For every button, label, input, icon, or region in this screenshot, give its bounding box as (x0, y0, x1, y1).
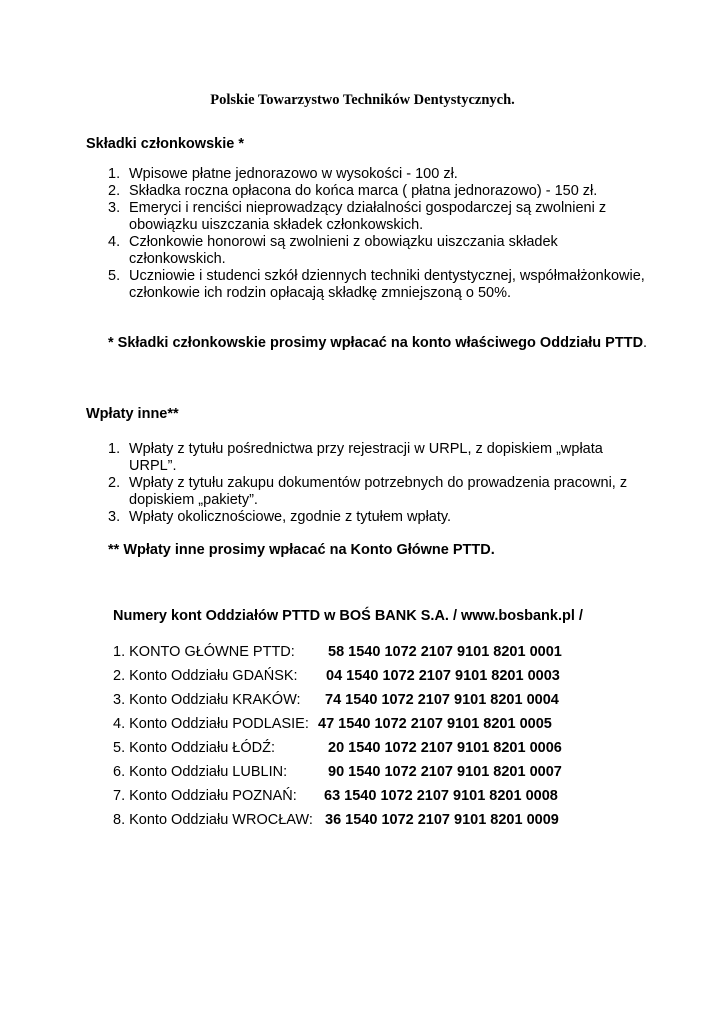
membership-fees-list (108, 166, 648, 302)
other-payments-note: ** Wpłaty inne prosimy wpłacać na Konto Główne PTTD. (108, 542, 495, 558)
list-item-text: Składka roczna opłacona do końca marca ( płatna jednorazowo) - 150 zł. (129, 183, 598, 199)
list-item: 4. Członkowie honorowi są zwolnieni z obowiązku uiszczania składek członkowskich. (108, 234, 558, 267)
list-item: 1. Wpłaty z tytułu pośrednictwa przy rejestracji w URPL, z dopiskiem „wpłata URPL”. (108, 441, 603, 474)
list-item-text: Emeryci i renciści nieprowadzący działalności gospodarczej są zwolnieni z obowiązku uiszczania składek członkowskich. (129, 200, 607, 233)
list-item: 2. Wpłaty z tytułu zakupu dokumentów potrzebnych do prowadzenia pracowni, z dopiskiem „pakiety”. (108, 475, 628, 508)
other-payments-list (108, 441, 648, 526)
account-number: 58 1540 1072 2107 9101 8201 0001 (328, 644, 562, 660)
membership-fees-note: * Składki członkowskie prosimy wpłacać na konto właściwego Oddziału PTTD. (108, 335, 648, 351)
account-label: 4. Konto Oddziału PODLASIE: (113, 716, 309, 732)
account-label: 5. Konto Oddziału ŁÓDŹ: (113, 740, 275, 756)
list-item-text: Uczniowie i studenci szkół dziennych techniki dentystycznej, współmałżonkowie, członkowie ich rodzin opłacają składkę zmniejszoną o 50%. (129, 268, 645, 301)
account-number: 04 1540 1072 2107 9101 8201 0003 (326, 668, 560, 684)
list-item-text: Wpisowe płatne jednorazowo w wysokości - 100 zł. (129, 166, 458, 182)
other-payments-heading: Wpłaty inne** (86, 406, 179, 422)
membership-fees-heading: Składki członkowskie * (86, 136, 244, 152)
account-number: 47 1540 1072 2107 9101 8201 0005 (318, 716, 552, 732)
list-item: 5. Uczniowie i studenci szkół dziennych techniki dentystycznej, współmałżonkowie, członkowie ich rodzin opłacają składkę zmniejszoną o 50%. (108, 268, 645, 301)
list-item-text: Wpłaty okolicznościowe, zgodnie z tytułem wpłaty. (129, 509, 452, 525)
account-number: 74 1540 1072 2107 9101 8201 0004 (325, 692, 559, 708)
list-item: 2. Składka roczna opłacona do końca marca ( płatna jednorazowo) - 150 zł. (108, 183, 598, 199)
account-number: 63 1540 1072 2107 9101 8201 0008 (324, 788, 558, 804)
account-label: 3. Konto Oddziału KRAKÓW: (113, 692, 301, 708)
account-number: 36 1540 1072 2107 9101 8201 0009 (325, 812, 559, 828)
list-item: 1. Wpisowe płatne jednorazowo w wysokości - 100 zł. (108, 166, 458, 182)
account-label: 8. Konto Oddziału WROCŁAW: (113, 812, 313, 828)
list-item-text: Członkowie honorowi są zwolnieni z obowiązku uiszczania składek członkowskich. (129, 234, 558, 267)
account-label: 1. KONTO GŁÓWNE PTTD: (113, 644, 295, 660)
list-item-text: Wpłaty z tytułu pośrednictwa przy rejestracji w URPL, z dopiskiem „wpłata URPL”. (129, 441, 603, 474)
account-label: 2. Konto Oddziału GDAŃSK: (113, 668, 298, 684)
account-number: 90 1540 1072 2107 9101 8201 0007 (328, 764, 562, 780)
list-item-text: Wpłaty z tytułu zakupu dokumentów potrzebnych do prowadzenia pracowni, z dopiskiem „pakiety”. (129, 475, 628, 508)
list-item: 3. Emeryci i renciści nieprowadzący działalności gospodarczej są zwolnieni z obowiązku uiszczania składek członkowskich. (108, 200, 607, 233)
accounts-title: Numery kont Oddziałów PTTD w BOŚ BANK S.A. / www.bosbank.pl / (113, 608, 583, 624)
account-number: 20 1540 1072 2107 9101 8201 0006 (328, 740, 562, 756)
document-title: Polskie Towarzystwo Techników Dentystycznych. (210, 92, 515, 108)
account-label: 7. Konto Oddziału POZNAŃ: (113, 788, 297, 804)
account-label: 6. Konto Oddziału LUBLIN: (113, 764, 288, 780)
list-item: 3. Wpłaty okolicznościowe, zgodnie z tytułem wpłaty. (108, 509, 452, 525)
